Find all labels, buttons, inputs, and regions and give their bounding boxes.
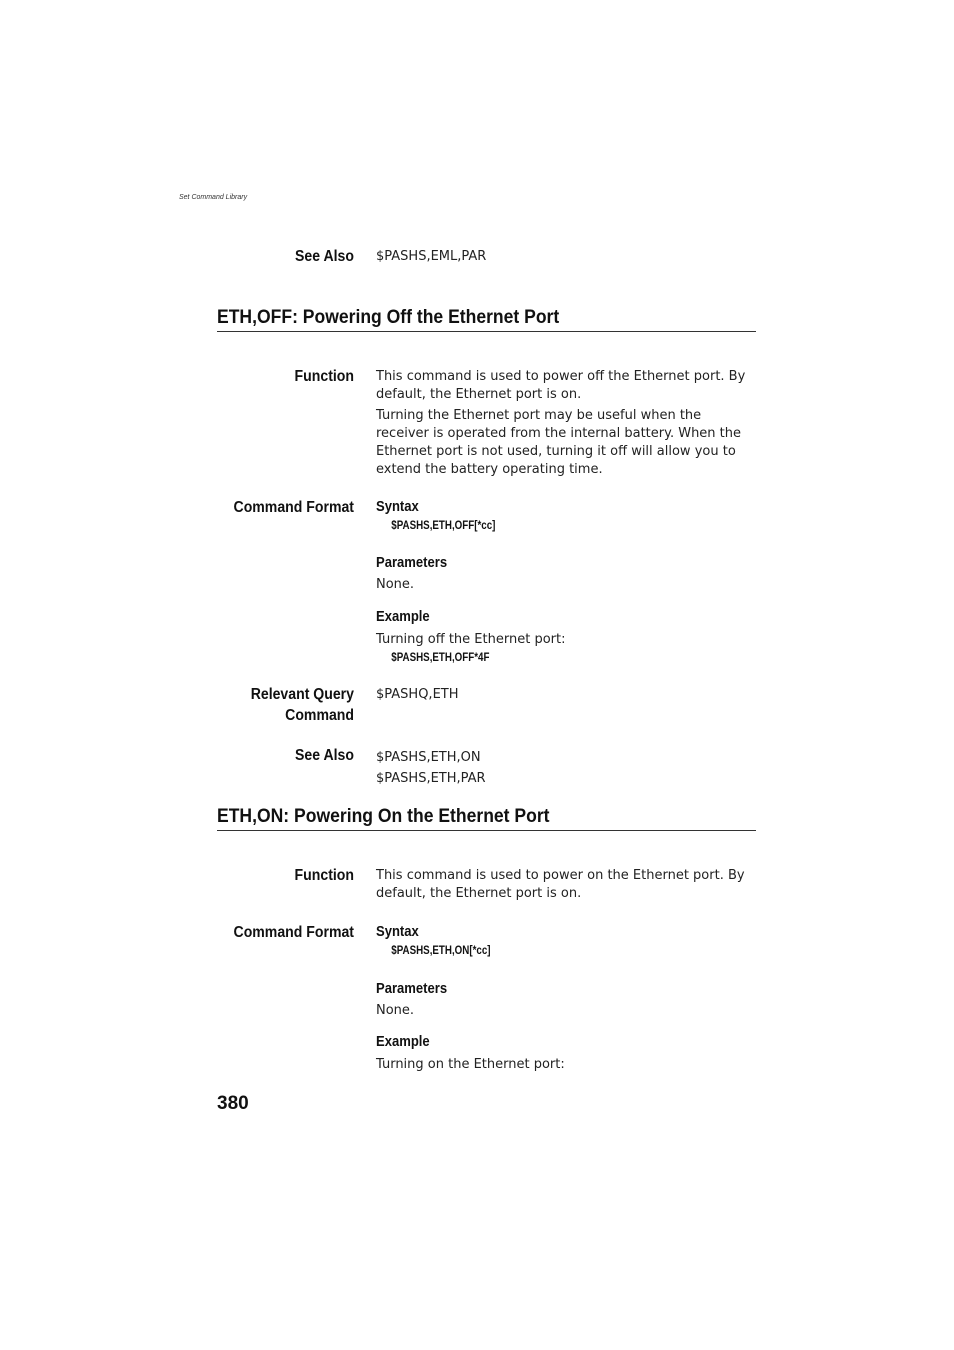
section-title-eth-on (217, 804, 756, 831)
example-text: Turning off the Ethernet port: (376, 632, 566, 647)
relevant-query-label (222, 684, 354, 726)
function-paragraph: This command is used to power off the Ethernet port. By default, the Ethernet port is on. (376, 369, 746, 402)
see-also-list (376, 747, 756, 789)
function-label: Function (294, 867, 354, 884)
see-also-value (376, 248, 756, 266)
function-description (376, 867, 756, 903)
function-paragraph: Turning the Ethernet port may be useful when the receiver is operated from the internal battery. When the Ethernet port is not used, turning it off will allow you to extend the battery operating time. (376, 408, 742, 477)
see-also-label: See Also (295, 747, 354, 764)
see-also-line: $PASHS,ETH,ON (376, 750, 481, 765)
running-head: Set Command Library (179, 194, 248, 201)
relevant-query-label-line: Command (285, 707, 354, 724)
parameters-heading: Parameters (376, 981, 448, 997)
example-heading: Example (376, 1034, 430, 1050)
relevant-query-value (376, 686, 756, 704)
see-also-line: $PASHS,ETH,PAR (376, 771, 486, 786)
parameters-text: None. (376, 1003, 415, 1018)
function-paragraph: This command is used to power on the Ethernet port. By default, the Ethernet port is on. (376, 868, 745, 901)
syntax-heading: Syntax (376, 924, 419, 940)
section-title-text: ETH,ON: Powering On the Ethernet Port (217, 805, 550, 827)
section-title-eth-off (217, 305, 756, 332)
syntax-code: $PASHS,ETH,ON[*cc] (391, 945, 491, 957)
command-format-label: Command Format (233, 924, 354, 941)
example-heading: Example (376, 609, 430, 625)
function-label: Function (294, 368, 354, 385)
syntax-heading: Syntax (376, 499, 419, 515)
page-number: 380 (217, 1093, 249, 1114)
see-also-line: $PASHS,EML,PAR (376, 249, 487, 264)
example-text: Turning on the Ethernet port: (376, 1057, 565, 1072)
command-format-label: Command Format (233, 499, 354, 516)
parameters-text: None. (376, 577, 415, 592)
command-format-body (376, 498, 756, 667)
relevant-query-command: $PASHQ,ETH (376, 687, 459, 702)
see-also-label: See Also (295, 248, 354, 265)
relevant-query-label-line: Relevant Query (250, 686, 354, 703)
command-format-body (376, 923, 756, 1074)
example-code: $PASHS,ETH,OFF*4F (391, 652, 490, 664)
function-description (376, 368, 756, 479)
section-title-text: ETH,OFF: Powering Off the Ethernet Port (217, 306, 560, 328)
parameters-heading: Parameters (376, 555, 448, 571)
syntax-code: $PASHS,ETH,OFF[*cc] (391, 520, 496, 532)
